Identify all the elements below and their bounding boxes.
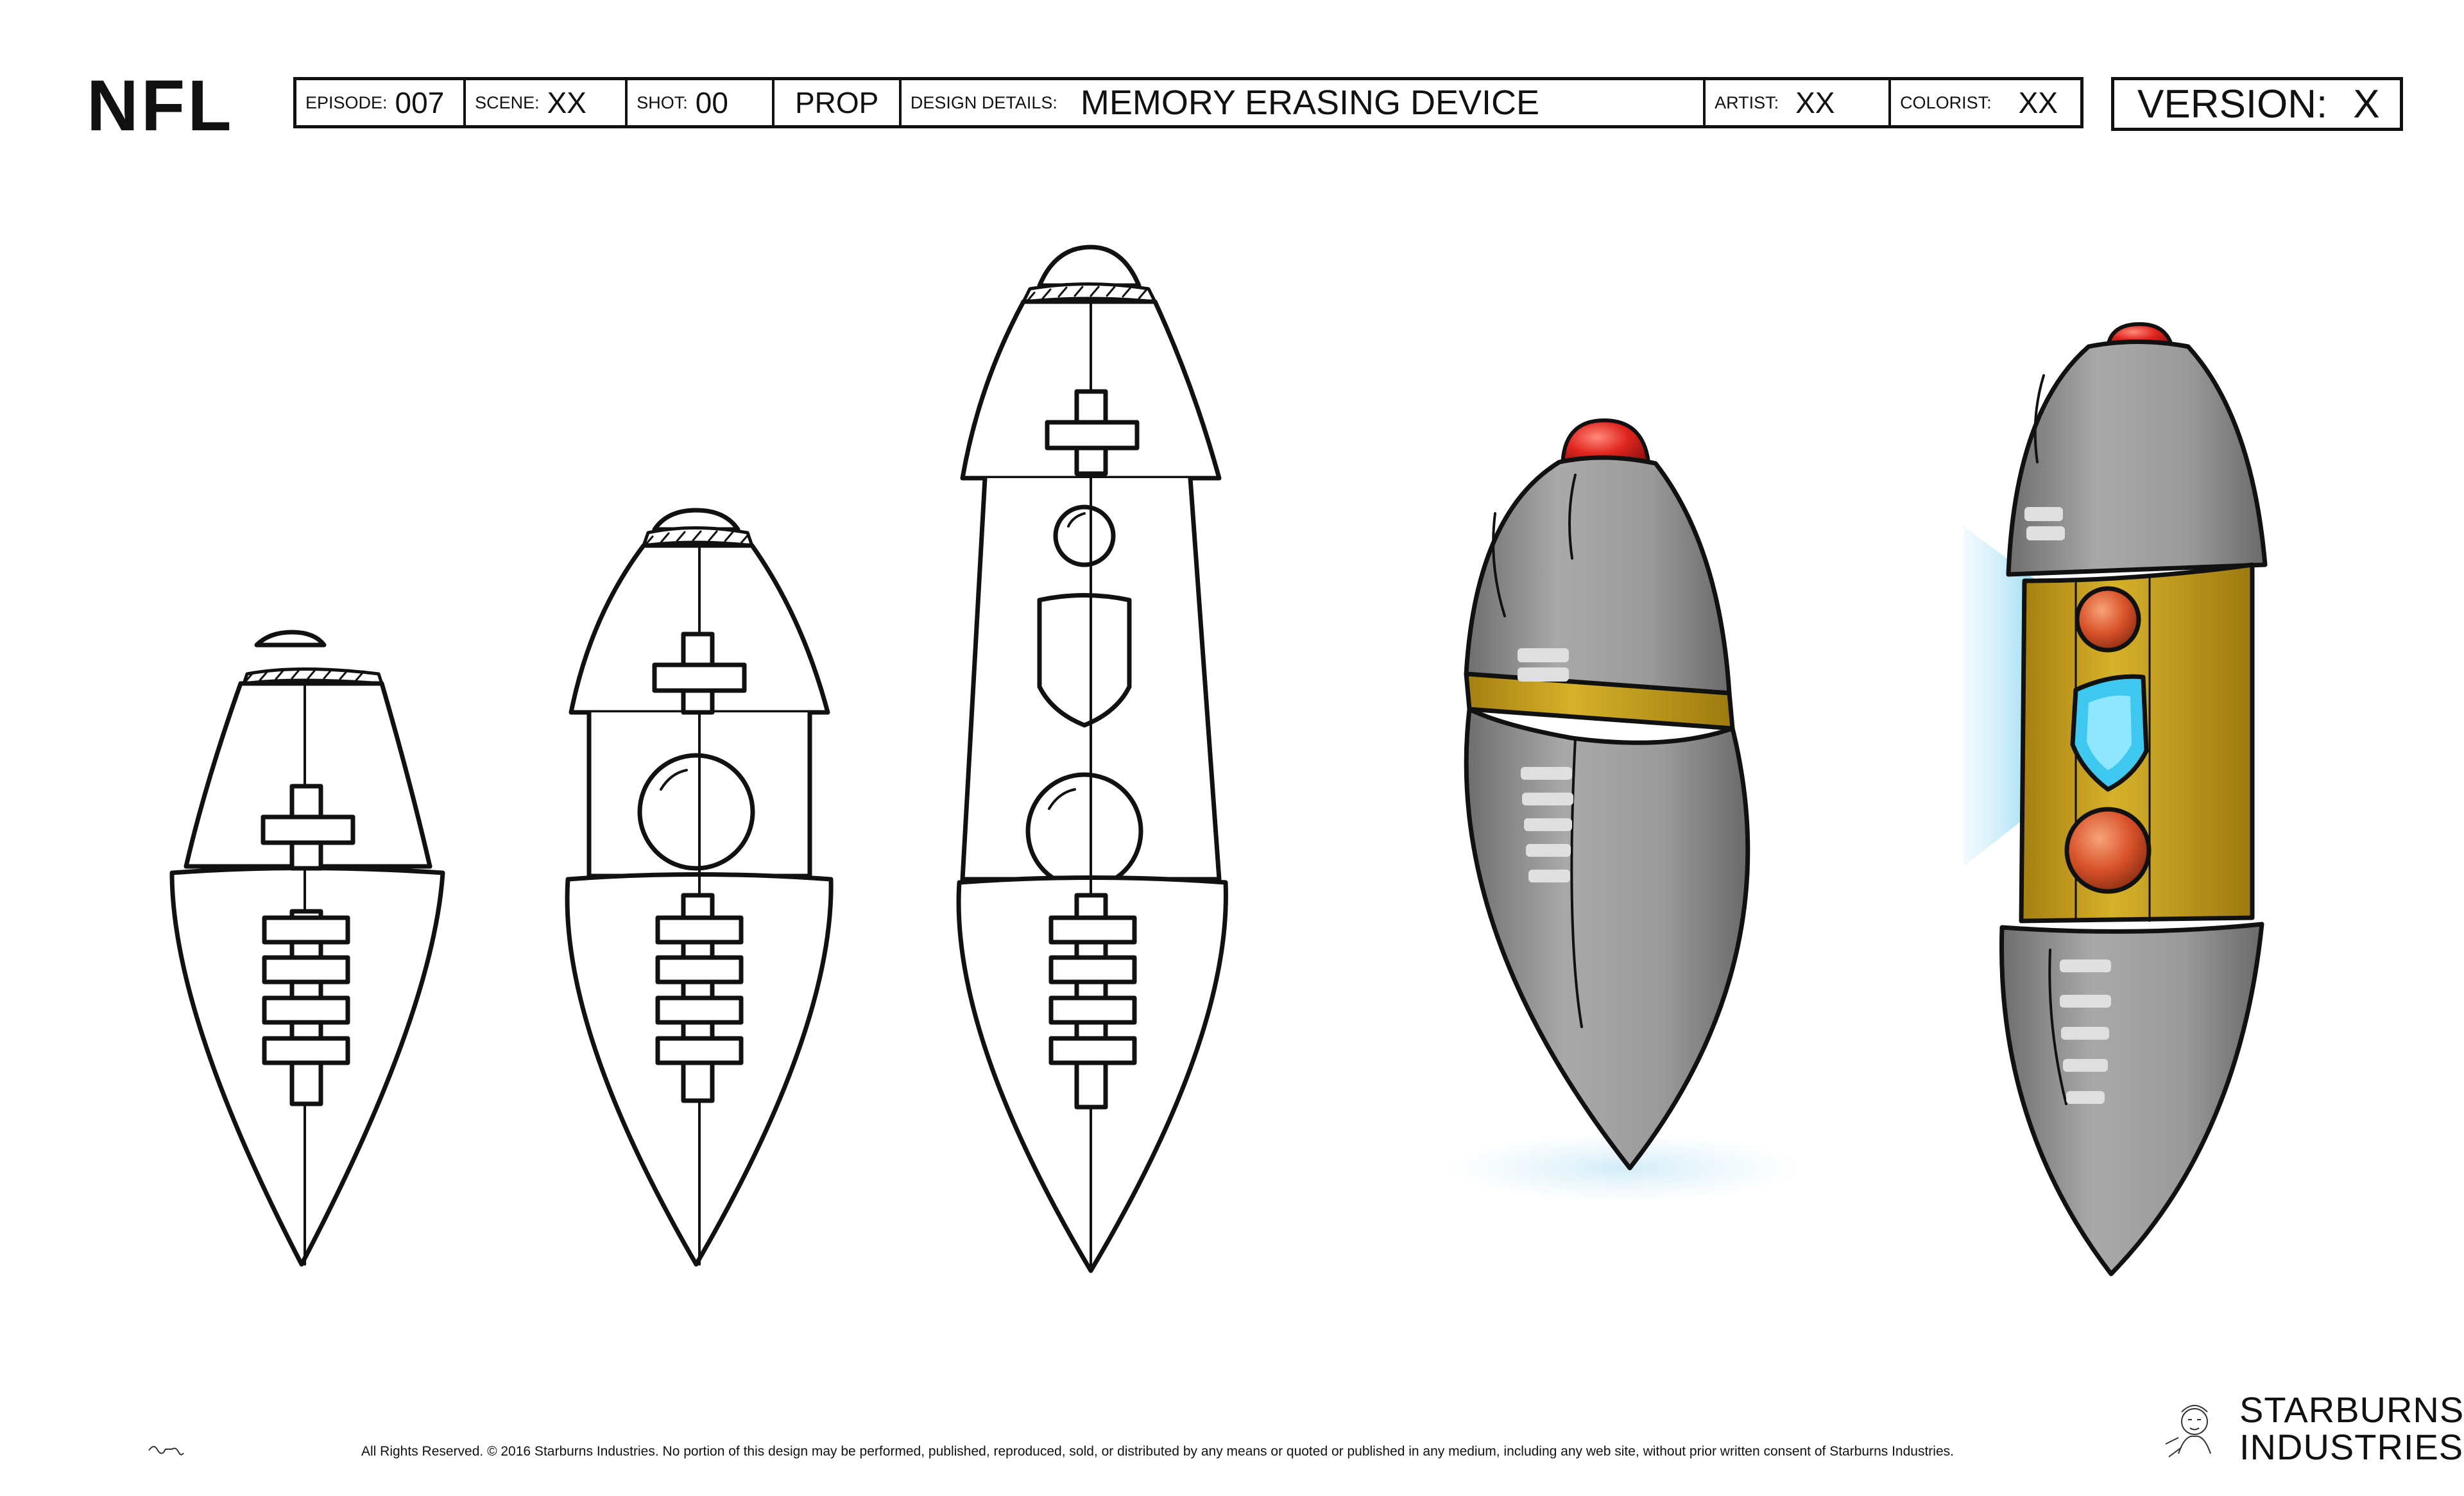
studio-name-line1: STARBURNS bbox=[2239, 1389, 2464, 1430]
copyright-notice: All Rights Reserved. © 2016 Starburns Industries. No portion of this design may be performed, published, reproduced, sold, or distributed by any means or quoted or published in any medium, including any web site, without prior written consent of Starburns Industries. bbox=[361, 1444, 1954, 1459]
episode-label: EPISODE: bbox=[305, 92, 388, 112]
version-label: VERSION: bbox=[2137, 82, 2328, 126]
studio-name bbox=[2239, 1391, 2464, 1466]
studio-name-line2: INDUSTRIES bbox=[2239, 1427, 2464, 1467]
artist-label: ARTIST: bbox=[1715, 92, 1779, 112]
sketch-device-with-lens bbox=[567, 510, 831, 1264]
scene-value: XX bbox=[547, 86, 586, 119]
sketch-device-with-shield bbox=[959, 247, 1226, 1271]
design-details-label: DESIGN DETAILS: bbox=[910, 92, 1057, 112]
show-title: NFL bbox=[87, 65, 234, 146]
episode-value: 007 bbox=[395, 86, 445, 119]
category-value: PROP bbox=[794, 86, 879, 119]
colorist-label: COLORIST: bbox=[1900, 92, 1992, 112]
scene-label: SCENE: bbox=[475, 92, 540, 112]
artist-value: XX bbox=[1795, 86, 1835, 119]
sketch-football-closed bbox=[172, 632, 443, 1264]
colored-device-extended bbox=[1964, 324, 2265, 1274]
starburns-mascot-icon bbox=[2159, 1393, 2230, 1463]
colored-device-closed bbox=[1444, 420, 1803, 1203]
colorist-value: XX bbox=[2018, 86, 2058, 119]
version-value: X bbox=[2353, 82, 2380, 126]
shot-value: 00 bbox=[695, 86, 728, 119]
shot-label: SHOT: bbox=[637, 92, 688, 112]
artist-signature-icon bbox=[146, 1438, 185, 1461]
design-details-value: MEMORY ERASING DEVICE bbox=[1080, 83, 1540, 122]
